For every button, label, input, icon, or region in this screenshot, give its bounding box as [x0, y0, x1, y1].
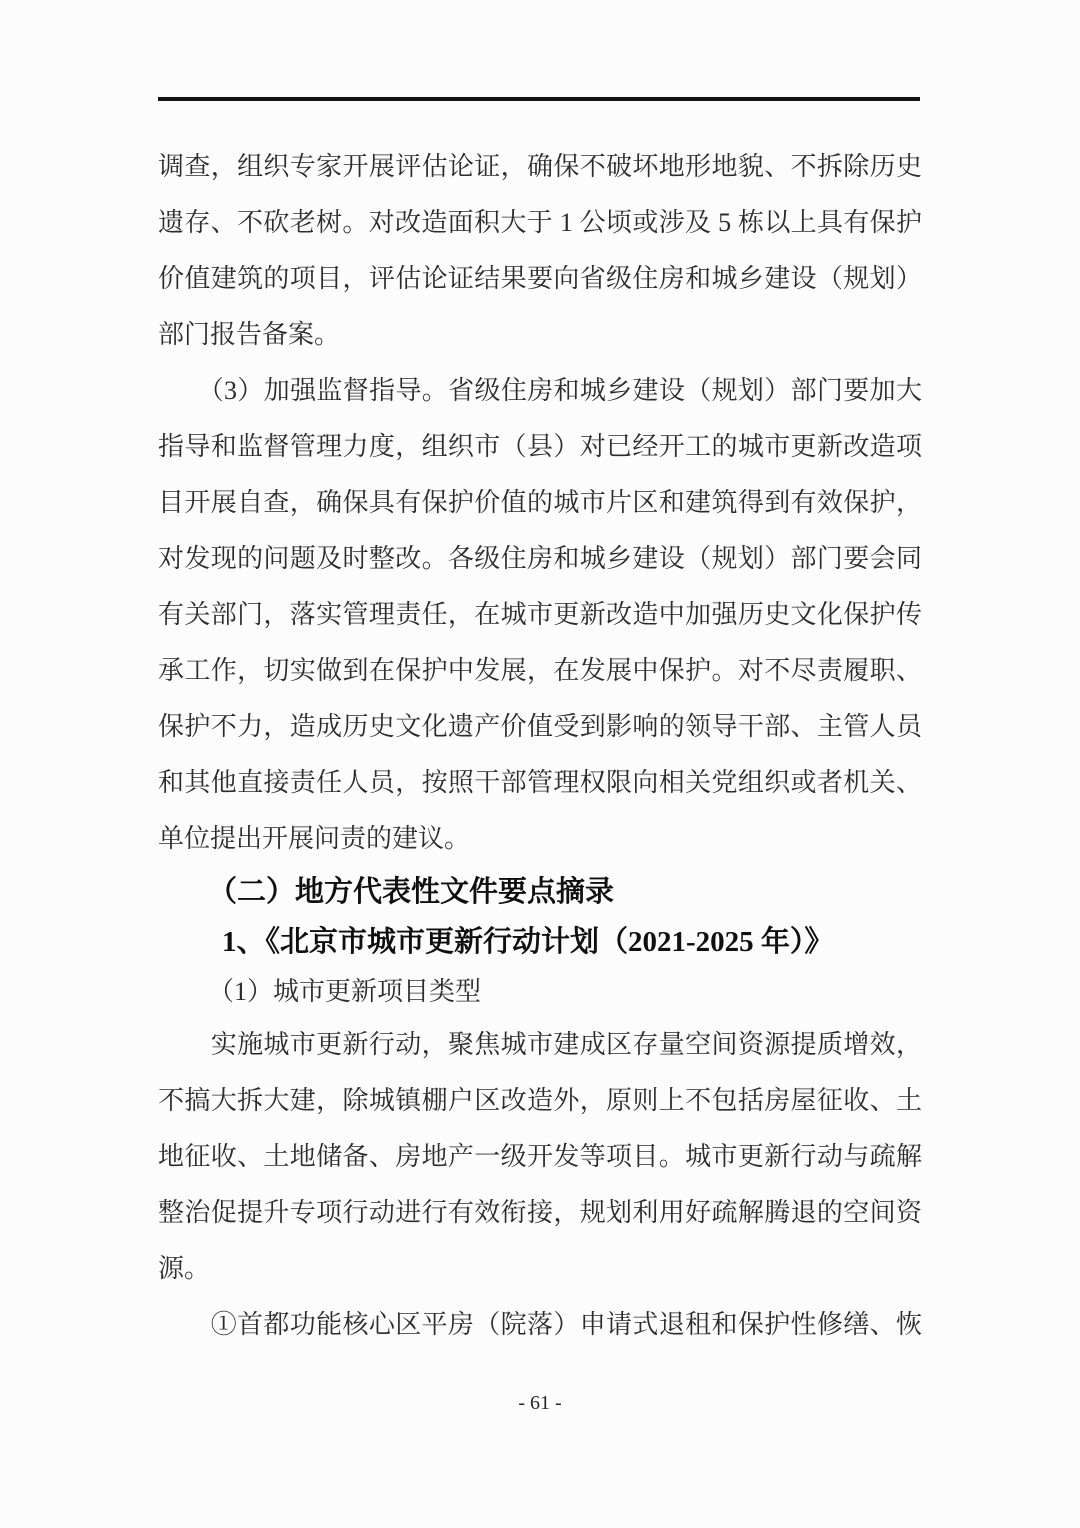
- paragraph: [158, 139, 922, 363]
- heading1: [158, 867, 922, 917]
- paragraph: [158, 363, 922, 867]
- text-line: 1、《北京市城市更新行动计划（2021-2025 年）》: [222, 926, 834, 958]
- text-line: 单位提出开展问责的建议。: [158, 824, 471, 853]
- paragraph: [158, 1297, 922, 1353]
- text-line: 有关部门，落实管理责任，在城市更新改造中加强历史文化保护传: [158, 600, 922, 629]
- text-line: （二）地方代表性文件要点摘录: [208, 876, 615, 908]
- text-line: 实施城市更新行动，聚焦城市建成区存量空间资源提质增效，: [158, 1030, 922, 1059]
- text-line: 遗存、不砍老树。对改造面积大于 1 公顷或涉及 5 栋以上具有保护: [158, 208, 922, 237]
- document-body: [158, 139, 922, 1353]
- text-line: 目开展自查，确保具有保护价值的城市片区和建筑得到有效保护，: [158, 488, 922, 517]
- text-line: 调查，组织专家开展评估论证，确保不破坏地形地貌、不拆除历史: [158, 152, 922, 181]
- text-line: 保护不力，造成历史文化遗产价值受到影响的领导干部、主管人员: [158, 712, 922, 741]
- text-line: 价值建筑的项目，评估论证结果要向省级住房和城乡建设（规划）: [158, 264, 922, 293]
- text-line: 部门报告备案。: [158, 320, 341, 349]
- text-line: 整治促提升专项行动进行有效衔接，规划利用好疏解腾退的空间资: [158, 1198, 922, 1227]
- text-line: 和其他直接责任人员，按照干部管理权限向相关党组织或者机关、: [158, 768, 922, 797]
- text-line: （1）城市更新项目类型: [208, 977, 482, 1006]
- header-rule: [158, 97, 920, 101]
- text-line: 不搞大拆大建，除城镇棚户区改造外，原则上不包括房屋征收、土: [158, 1086, 922, 1115]
- heading2: [158, 917, 922, 967]
- text-line: 指导和监督管理力度，组织市（县）对已经开工的城市更新改造项: [158, 432, 922, 461]
- page-number: - 61 -: [518, 1392, 562, 1414]
- text-line: 对发现的问题及时整改。各级住房和城乡建设（规划）部门要会同: [158, 544, 922, 573]
- paragraph: [158, 1017, 922, 1297]
- text-line: 源。: [158, 1254, 211, 1283]
- text-line: ①首都功能核心区平房（院落）申请式退租和保护性修缮、恢: [158, 1310, 922, 1339]
- text-line: 承工作，切实做到在保护中发展，在发展中保护。对不尽责履职、: [158, 656, 922, 685]
- text-line: （3）加强监督指导。省级住房和城乡建设（规划）部门要加大: [158, 376, 922, 405]
- subheading: [158, 967, 922, 1017]
- text-line: 地征收、土地储备、房地产一级开发等项目。城市更新行动与疏解: [158, 1142, 922, 1171]
